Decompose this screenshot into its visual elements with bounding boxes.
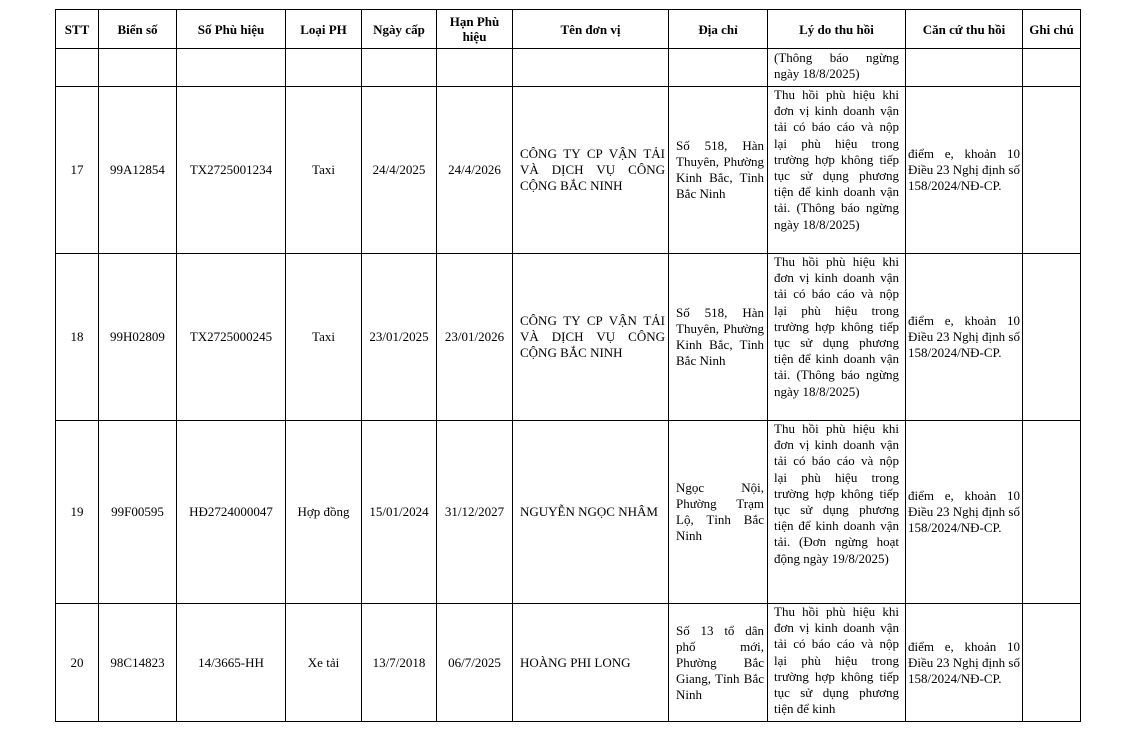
- cell-reason: Thu hồi phù hiệu khi đơn vị kinh doanh vận tải có báo cáo và nộp lại phù hiệu trong trường hợp không tiếp tục sử dụng phương tiện để kinh doanh vận tải. (Thông báo ngừng ngày 18/8/2025): [768, 87, 906, 254]
- revocation-table: [55, 9, 1081, 722]
- table-row: [56, 421, 1081, 604]
- cell-issue-date: 24/4/2025: [362, 87, 437, 254]
- cell-badge-type: Xe tải: [286, 604, 362, 722]
- cell-stt: 19: [56, 421, 99, 604]
- cell-reason: Thu hồi phù hiệu khi đơn vị kinh doanh vận tải có báo cáo và nộp lại phù hiệu trong trường hợp không tiếp tục sử dụng phương tiện để kinh doanh vận tải. (Đơn ngừng hoạt động ngày 19/8/2025): [768, 421, 906, 604]
- header-note: Ghi chú: [1023, 10, 1081, 49]
- cell-basis: điểm e, khoản 10 Điều 23 Nghị định số 158/2024/NĐ-CP.: [906, 604, 1023, 722]
- cell-plate: 99H02809: [99, 254, 177, 421]
- header-plate: Biển số: [99, 10, 177, 49]
- cell-reason: Thu hồi phù hiệu khi đơn vị kinh doanh vận tải có báo cáo và nộp lại phù hiệu trong trường hợp không tiếp tục sử dụng phương tiện để kinh: [768, 604, 906, 722]
- header-stt: STT: [56, 10, 99, 49]
- cell-unit: NGUYỄN NGỌC NHÂM: [513, 421, 669, 604]
- header-issue-date: Ngày cấp: [362, 10, 437, 49]
- header-unit: Tên đơn vị: [513, 10, 669, 49]
- cell-address: Số 518, Hàn Thuyên, Phường Kinh Bắc, Tỉnh Bắc Ninh: [669, 87, 768, 254]
- continuation-row: [56, 49, 1081, 87]
- header-reason: Lý do thu hồi: [768, 10, 906, 49]
- cell-stt: 18: [56, 254, 99, 421]
- header-row: [56, 10, 1081, 49]
- cell-expiry: 31/12/2027: [437, 421, 513, 604]
- cell-basis: điểm e, khoản 10 Điều 23 Nghị định số 158/2024/NĐ-CP.: [906, 421, 1023, 604]
- table-row: [56, 254, 1081, 421]
- cell-expiry: 23/01/2026: [437, 254, 513, 421]
- header-expiry: Hạn Phù hiệu: [437, 10, 513, 49]
- cell-issue-date: 13/7/2018: [362, 604, 437, 722]
- cell-unit: CÔNG TY CP VẬN TẢI VÀ DỊCH VỤ CÔNG CỘNG BẮC NINH: [513, 87, 669, 254]
- cell-basis: điểm e, khoản 10 Điều 23 Nghị định số 158/2024/NĐ-CP.: [906, 87, 1023, 254]
- cell-note: [1023, 87, 1081, 254]
- cell-stt: 17: [56, 87, 99, 254]
- cell-badge-type: Taxi: [286, 254, 362, 421]
- cell-address: Số 13 tổ dân phố mới, Phường Bắc Giang, Tỉnh Bắc Ninh: [669, 604, 768, 722]
- table-row: [56, 87, 1081, 254]
- cell-note: [1023, 254, 1081, 421]
- cell-unit: CÔNG TY CP VẬN TẢI VÀ DỊCH VỤ CÔNG CỘNG BẮC NINH: [513, 254, 669, 421]
- header-badge-type: Loại PH: [286, 10, 362, 49]
- cell-badge-no: TX2725001234: [177, 87, 286, 254]
- cell-basis: điểm e, khoản 10 Điều 23 Nghị định số 158/2024/NĐ-CP.: [906, 254, 1023, 421]
- cell-unit: HOÀNG PHI LONG: [513, 604, 669, 722]
- cell-plate: 98C14823: [99, 604, 177, 722]
- continuation-reason: (Thông báo ngừng ngày 18/8/2025): [768, 49, 906, 87]
- cell-badge-no: HĐ2724000047: [177, 421, 286, 604]
- cell-expiry: 24/4/2026: [437, 87, 513, 254]
- cell-badge-no: 14/3665-HH: [177, 604, 286, 722]
- table-row: [56, 604, 1081, 722]
- cell-address: Số 518, Hàn Thuyên, Phường Kinh Bắc, Tỉnh Bắc Ninh: [669, 254, 768, 421]
- header-basis: Căn cứ thu hồi: [906, 10, 1023, 49]
- cell-badge-type: Hợp đồng: [286, 421, 362, 604]
- cell-stt: 20: [56, 604, 99, 722]
- cell-badge-no: TX2725000245: [177, 254, 286, 421]
- cell-address: Ngọc Nội, Phường Trạm Lộ, Tỉnh Bắc Ninh: [669, 421, 768, 604]
- cell-reason: Thu hồi phù hiệu khi đơn vị kinh doanh vận tải có báo cáo và nộp lại phù hiệu trong trường hợp không tiếp tục sử dụng phương tiện để kinh doanh vận tải. (Thông báo ngừng ngày 18/8/2025): [768, 254, 906, 421]
- cell-issue-date: 23/01/2025: [362, 254, 437, 421]
- cell-plate: 99F00595: [99, 421, 177, 604]
- cell-plate: 99A12854: [99, 87, 177, 254]
- cell-note: [1023, 604, 1081, 722]
- cell-badge-type: Taxi: [286, 87, 362, 254]
- cell-note: [1023, 421, 1081, 604]
- cell-expiry: 06/7/2025: [437, 604, 513, 722]
- cell-issue-date: 15/01/2024: [362, 421, 437, 604]
- header-badge-no: Số Phù hiệu: [177, 10, 286, 49]
- header-address: Địa chỉ: [669, 10, 768, 49]
